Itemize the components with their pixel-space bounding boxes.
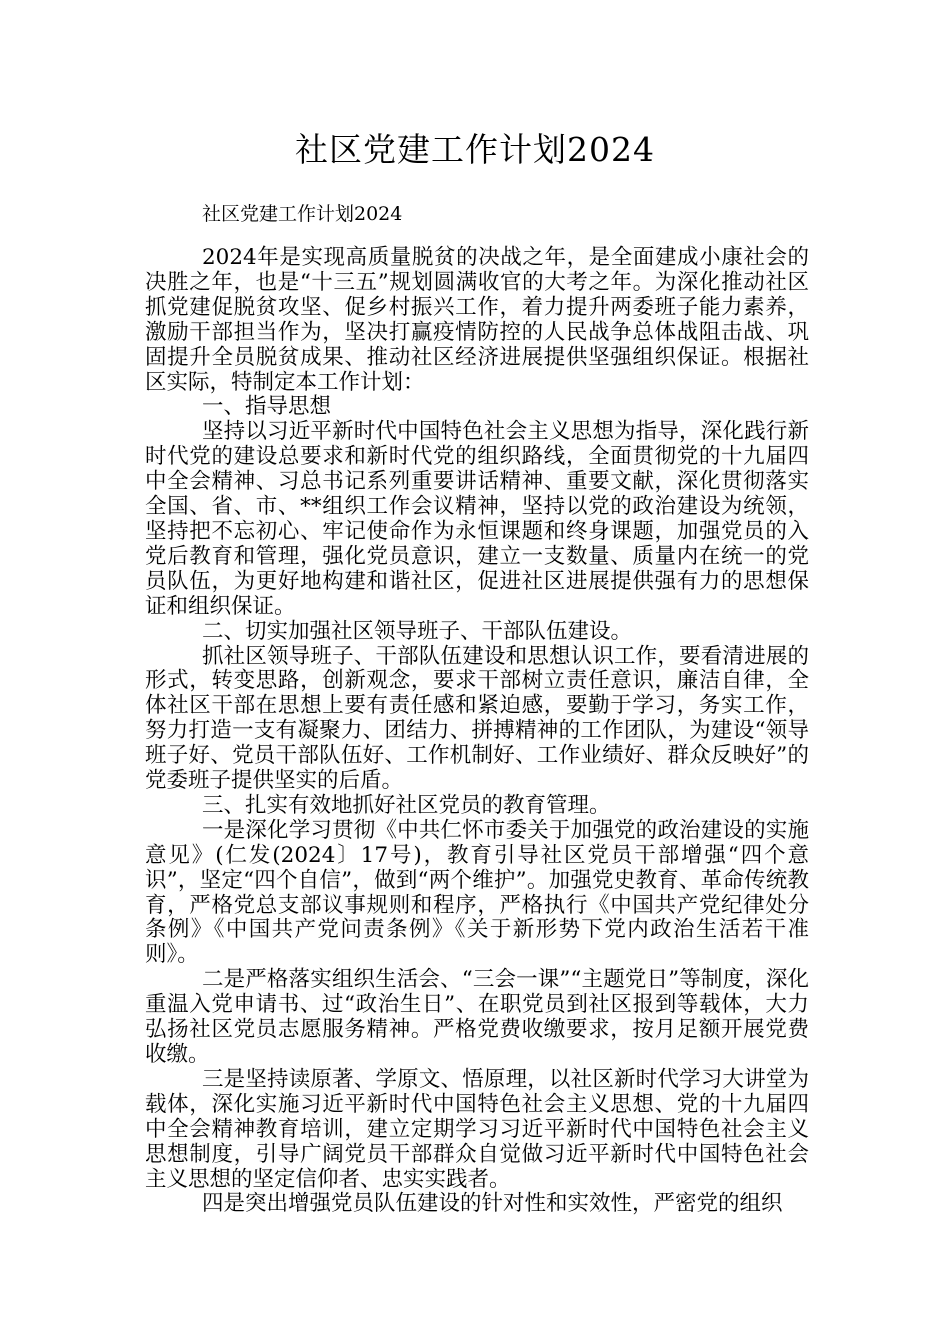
- heading-leadership-building: 二、切实加强社区领导班子、干部队伍建设。: [201, 618, 632, 644]
- paragraph-item-one: 一是深化学习贯彻《中共仁怀市委关于加强党的政治建设的实施意见》(仁发(2024〕17号)，教育引导社区党员干部增强“四个意识”，坚定“四个自信”，做到“两个维护”。加强党史教育、革命传统教育，严格党总支部议事规则和程序，严格执行《中国共产党纪律处分条例》《中国共产党问责条例》《关于新形势下党内政治生活若干准则》。: [145, 817, 809, 968]
- paragraph-item-four: 四是突出增强党员队伍建设的针对性和实效性，严密党的组织: [201, 1191, 783, 1217]
- paragraph-item-three: 三是坚持读原著、学原文、悟原理，以社区新时代学习大讲堂为载体，深化实施习近平新时代中国特色社会主义思想、党的十九届四中全会精神教育培训，建立定期学习习近平新时代中国特色社会主义思想制度，引导广阔党员干部群众自觉做习近平新时代中国特色社会主义思想的坚定信仰者、忠实实践者。: [145, 1066, 809, 1192]
- paragraph-item-two: 二是严格落实组织生活会、“三会一课”“主题党日”等制度，深化重温入党申请书、过“政治生日”、在职党员到社区报到等载体，大力弘扬社区党员志愿服务精神。严格党费收缴要求，按月足额开展党费收缴。: [145, 967, 809, 1067]
- document-subtitle: 社区党建工作计划2024: [202, 203, 403, 225]
- paragraph-leadership-building: 抓社区领导班子、干部队伍建设和思想认识工作，要看清进展的形式，转变思路，创新观念，要求干部树立责任意识，廉洁自律，全体社区干部在思想上要有责任感和紧迫感，要勤于学习，务实工作，努力打造一支有凝聚力、团结力、拼搏精神的工作团队，为建设“领导班子好、党员干部队伍好、工作机制好、工作业绩好、群众反映好”的党委班子提供坚实的后盾。: [145, 643, 809, 794]
- document-title: 社区党建工作计划2024: [295, 130, 655, 169]
- paragraph-intro: 2024年是实现高质量脱贫的决战之年，是全面建成小康社会的决胜之年，也是“十三五”规划圆满收官的大考之年。为深化推动社区抓党建促脱贫攻坚、促乡村振兴工作，着力提升两委班子能力素养，激励干部担当作为，坚决打赢疫情防控的人民战争总体战阻击战、巩固提升全员脱贫成果、推动社区经济进展提供坚强组织保证。根据社区实际，特制定本工作计划：: [145, 245, 809, 395]
- heading-member-education: 三、扎实有效地抓好社区党员的教育管理。: [201, 792, 611, 818]
- paragraph-guiding-ideology: 坚持以习近平新时代中国特色社会主义思想为指导，深化践行新时代党的建设总要求和新时代党的组织路线，全面贯彻党的十九届四中全会精神、习总书记系列重要讲话精神、重要文献，深化贯彻落实全国、省、市、**组织工作会议精神，坚持以党的政治建设为统领，坚持把不忘初心、牢记使命作为永恒课题和终身课题，加强党员的入党后教育和管理，强化党员意识，建立一支数量、质量内在统一的党员队伍，为更好地构建和谐社区，促进社区进展提供强有力的思想保证和组织保证。: [145, 419, 809, 619]
- heading-guiding-ideology: 一、指导思想: [201, 394, 331, 420]
- document-body: [145, 246, 809, 1217]
